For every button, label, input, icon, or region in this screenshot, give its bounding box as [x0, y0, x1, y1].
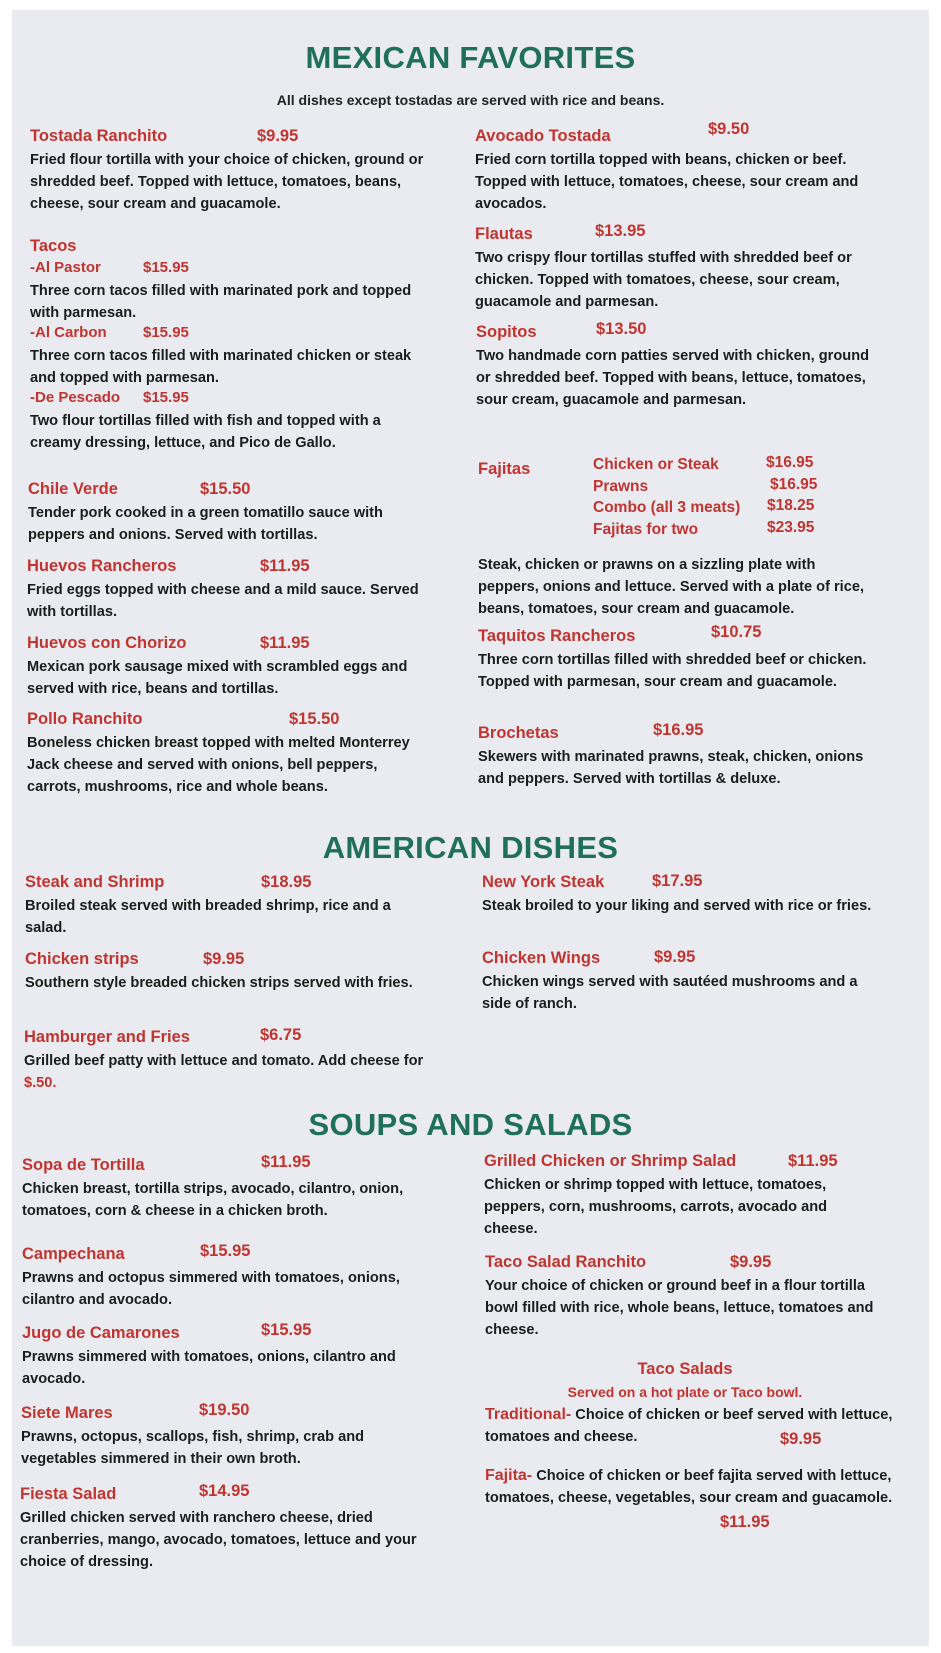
- menu-item-sopitos: [476, 320, 876, 411]
- item-name: Avocado Tostada: [475, 127, 611, 145]
- item-name: Tostada Ranchito: [30, 127, 168, 145]
- menu-item-tostada-ranchito: [30, 127, 430, 215]
- sub-item-description: Three corn tacos filled with marinated pork and topped with parmesan.: [30, 283, 412, 321]
- cheese-addon-price: $.50.: [24, 1075, 57, 1091]
- item-price: $15.95: [200, 1242, 251, 1260]
- fajita-option-name: Prawns: [593, 478, 649, 495]
- item-price: $14.95: [199, 1482, 250, 1500]
- item-name: Chicken Wings: [482, 949, 601, 967]
- fajita-option-price: $18.25: [767, 497, 815, 514]
- item-description: Prawns, octopus, scallops, fish, shrimp, crab and vegetables simmered in their own broth.: [21, 1429, 365, 1467]
- menu-item-chile-verde: [28, 480, 428, 546]
- item-name: Campechana: [22, 1245, 125, 1263]
- item-price: $18.95: [261, 873, 312, 891]
- menu-item-chicken-wings: [482, 949, 882, 1015]
- item-name: Steak and Shrimp: [25, 873, 165, 891]
- item-name: Pollo Ranchito: [27, 710, 143, 728]
- item-name: Fajitas: [478, 460, 531, 478]
- item-description: Fried flour tortilla with your choice of chicken, ground or shredded beef. Topped with lettuce, tomatoes, beans, cheese, sour cream and guacamole.: [30, 152, 424, 212]
- item-description: Broiled steak served with breaded shrimp, rice and a salad.: [25, 898, 391, 936]
- item-price: $9.95: [654, 948, 696, 966]
- taco-salads-title: Taco Salads: [637, 1360, 733, 1378]
- item-price: $11.95: [260, 634, 310, 652]
- menu-item-grilled-salad: [484, 1152, 884, 1240]
- menu-item-ny-steak: [482, 873, 882, 917]
- menu-item-fajita-taco-salad: [485, 1465, 895, 1531]
- item-name: New York Steak: [482, 873, 605, 891]
- item-description: Three corn tortillas filled with shredded beef or chicken. Topped with parmesan, sour cream and guacamole.: [478, 652, 867, 690]
- item-description: Grilled chicken served with ranchero cheese, dried cranberries, mango, avocado, tomatoes, lettuce and your choice of dressing.: [20, 1510, 417, 1570]
- section-title-american: AMERICAN DISHES: [322, 830, 619, 865]
- item-description: Two handmade corn patties served with chicken, ground or shredded beef. Topped with beans, lettuce, tomatoes, sour cream, guacamole and parmesan.: [476, 348, 870, 408]
- item-description: Fried eggs topped with cheese and a mild sauce. Served with tortillas.: [27, 582, 419, 620]
- item-description: [485, 1465, 895, 1509]
- item-description: [24, 1050, 424, 1094]
- item-price: $16.95: [653, 721, 704, 739]
- sub-item-price: $15.95: [143, 324, 189, 341]
- item-name: Chicken strips: [25, 950, 139, 968]
- item-description: Mexican pork sausage mixed with scrambled eggs and served with rice, beans and tortillas.: [27, 659, 408, 697]
- menu-item-fiesta-salad: [20, 1482, 420, 1573]
- item-name: Fiesta Salad: [20, 1485, 117, 1503]
- menu-item-tacos: [30, 237, 430, 454]
- item-price: $13.50: [596, 320, 647, 338]
- item-price: $10.75: [711, 623, 762, 641]
- menu-item-jugo-camarones: [22, 1321, 422, 1390]
- item-name: Flautas: [475, 225, 533, 243]
- menu-item-avocado-tostada: [475, 120, 875, 215]
- item-price: $15.50: [289, 710, 340, 728]
- item-description: Chicken breast, tortilla strips, avocado, cilantro, onion, tomatoes, corn & cheese in a chicken broth.: [22, 1181, 404, 1219]
- item-name: Grilled Chicken or Shrimp Salad: [484, 1152, 737, 1170]
- taco-salads-subtitle: Served on a hot plate or Taco bowl.: [567, 1384, 803, 1400]
- menu-item-huevos-rancheros: [27, 557, 427, 623]
- item-price: $19.50: [199, 1401, 250, 1419]
- menu-item-brochetas: [478, 721, 878, 790]
- item-description: Southern style breaded chicken strips served with fries.: [25, 975, 413, 991]
- item-name: Huevos con Chorizo: [27, 634, 187, 652]
- sub-item-name: -De Pescado: [30, 389, 121, 406]
- item-name: Fajita-: [485, 1467, 533, 1484]
- item-description-text: Choice of chicken or beef fajita served with lettuce, tomatoes, cheese, vegetables, sour cream and guacamole.: [485, 1468, 893, 1506]
- section-title-mexican: MEXICAN FAVORITES: [305, 40, 636, 75]
- item-description: Fried corn tortilla topped with beans, chicken or beef. Topped with lettuce, tomatoes, cheese, sour cream and avocados.: [475, 152, 859, 212]
- item-price: $11.95: [720, 1513, 770, 1531]
- sub-item-price: $15.95: [143, 389, 189, 406]
- item-price: $13.95: [595, 222, 646, 240]
- rice-beans-note: All dishes except tostadas are served with rice and beans.: [276, 92, 665, 108]
- item-price: $15.95: [261, 1321, 312, 1339]
- item-description-text: Choice of chicken or beef served with lettuce, tomatoes and cheese.: [485, 1407, 893, 1445]
- item-description: Skewers with marinated prawns, steak, chicken, onions and peppers. Served with tortillas & deluxe.: [478, 749, 864, 787]
- menu-item-hamburger: [24, 1028, 424, 1094]
- section-title-soups: SOUPS AND SALADS: [308, 1107, 633, 1142]
- item-name: Tacos: [30, 237, 77, 255]
- menu-item-taco-salad-ranchito: [485, 1253, 885, 1341]
- fajita-option-name: Chicken or Steak: [593, 456, 719, 473]
- menu-item-steak-shrimp: [25, 873, 425, 939]
- item-price: $17.95: [652, 872, 703, 890]
- item-price: $11.95: [788, 1152, 838, 1170]
- item-description: Steak, chicken or prawns on a sizzling plate with peppers, onions and lettuce. Served with a plate of rice, beans, tomatoes, sour cream and guacamole.: [478, 557, 865, 617]
- item-name: Taquitos Rancheros: [478, 627, 636, 645]
- item-description: Prawns and octopus simmered with tomatoes, onions, cilantro and avocado.: [22, 1270, 400, 1308]
- sub-item-price: $15.95: [143, 259, 189, 276]
- menu-item-flautas: [475, 222, 875, 313]
- item-description: Boneless chicken breast topped with melted Monterrey Jack cheese and served with onions, bell peppers, carrots, mushrooms, rice and whole beans.: [27, 735, 410, 795]
- fajita-option-name: Fajitas for two: [593, 521, 699, 538]
- item-price: $9.95: [730, 1253, 772, 1271]
- sub-item-description: Two flour tortillas filled with fish and topped with a creamy dressing, lettuce, and Pico de Gallo.: [30, 413, 381, 451]
- menu-item-sopa-tortilla: [22, 1153, 422, 1222]
- item-name: Hamburger and Fries: [24, 1028, 190, 1046]
- item-description: Tender pork cooked in a green tomatillo sauce with peppers and onions. Served with tortillas.: [28, 505, 383, 543]
- menu-item-fajitas: [478, 456, 878, 620]
- item-description: Two crispy flour tortillas stuffed with shredded beef or chicken. Topped with tomatoes, cheese, sour cream, guacamole and parmesan.: [475, 250, 852, 310]
- fajita-option-price: $16.95: [770, 476, 818, 493]
- item-description: Your choice of chicken or ground beef in a flour tortilla bowl filled with rice, whole beans, lettuce, tomatoes and cheese.: [485, 1278, 874, 1338]
- menu-item-taquitos: [478, 623, 878, 693]
- sub-item-name: -Al Carbon: [30, 324, 107, 341]
- fajita-option-price: $23.95: [767, 519, 815, 536]
- item-description: [485, 1404, 895, 1448]
- item-name: Sopitos: [476, 323, 537, 341]
- item-name: Siete Mares: [21, 1404, 113, 1422]
- item-description: Chicken or shrimp topped with lettuce, tomatoes, peppers, corn, mushrooms, carrots, avocado and cheese.: [484, 1177, 828, 1237]
- sub-item-name: -Al Pastor: [30, 259, 101, 276]
- menu-item-traditional-taco-salad: [485, 1404, 895, 1448]
- item-price: $11.95: [261, 1153, 311, 1171]
- item-name: Chile Verde: [28, 480, 118, 498]
- item-price: $6.75: [260, 1026, 302, 1044]
- menu-item-siete-mares: [21, 1401, 421, 1470]
- item-name: Brochetas: [478, 724, 559, 742]
- item-name: Traditional-: [485, 1406, 572, 1423]
- menu-item-chicken-strips: [25, 950, 425, 994]
- menu-page: [12, 10, 929, 1646]
- item-name: Sopa de Tortilla: [22, 1156, 145, 1174]
- item-price: $9.50: [708, 120, 750, 138]
- menu-item-campechana: [22, 1242, 422, 1311]
- item-price: $9.95: [203, 950, 245, 968]
- item-name: Huevos Rancheros: [27, 557, 177, 575]
- item-name: Taco Salad Ranchito: [485, 1253, 647, 1271]
- item-description: Chicken wings served with sautéed mushrooms and a side of ranch.: [482, 974, 858, 1012]
- item-description-text: Grilled beef patty with lettuce and tomato. Add cheese for: [24, 1053, 424, 1069]
- fajita-option-name: Combo (all 3 meats): [593, 499, 741, 516]
- item-price: $9.95: [780, 1430, 822, 1448]
- item-name: Jugo de Camarones: [22, 1324, 180, 1342]
- sub-item-description: Three corn tacos filled with marinated chicken or steak and topped with parmesan.: [30, 348, 412, 386]
- item-description: Prawns simmered with tomatoes, onions, cilantro and avocado.: [22, 1349, 396, 1387]
- item-description: Steak broiled to your liking and served with rice or fries.: [482, 898, 872, 914]
- menu-item-pollo-ranchito: [27, 710, 427, 798]
- fajita-option-price: $16.95: [766, 454, 814, 471]
- item-price: $11.95: [260, 557, 310, 575]
- item-price: $15.50: [200, 480, 251, 498]
- item-price: $9.95: [257, 127, 299, 145]
- menu-item-huevos-chorizo: [27, 634, 427, 700]
